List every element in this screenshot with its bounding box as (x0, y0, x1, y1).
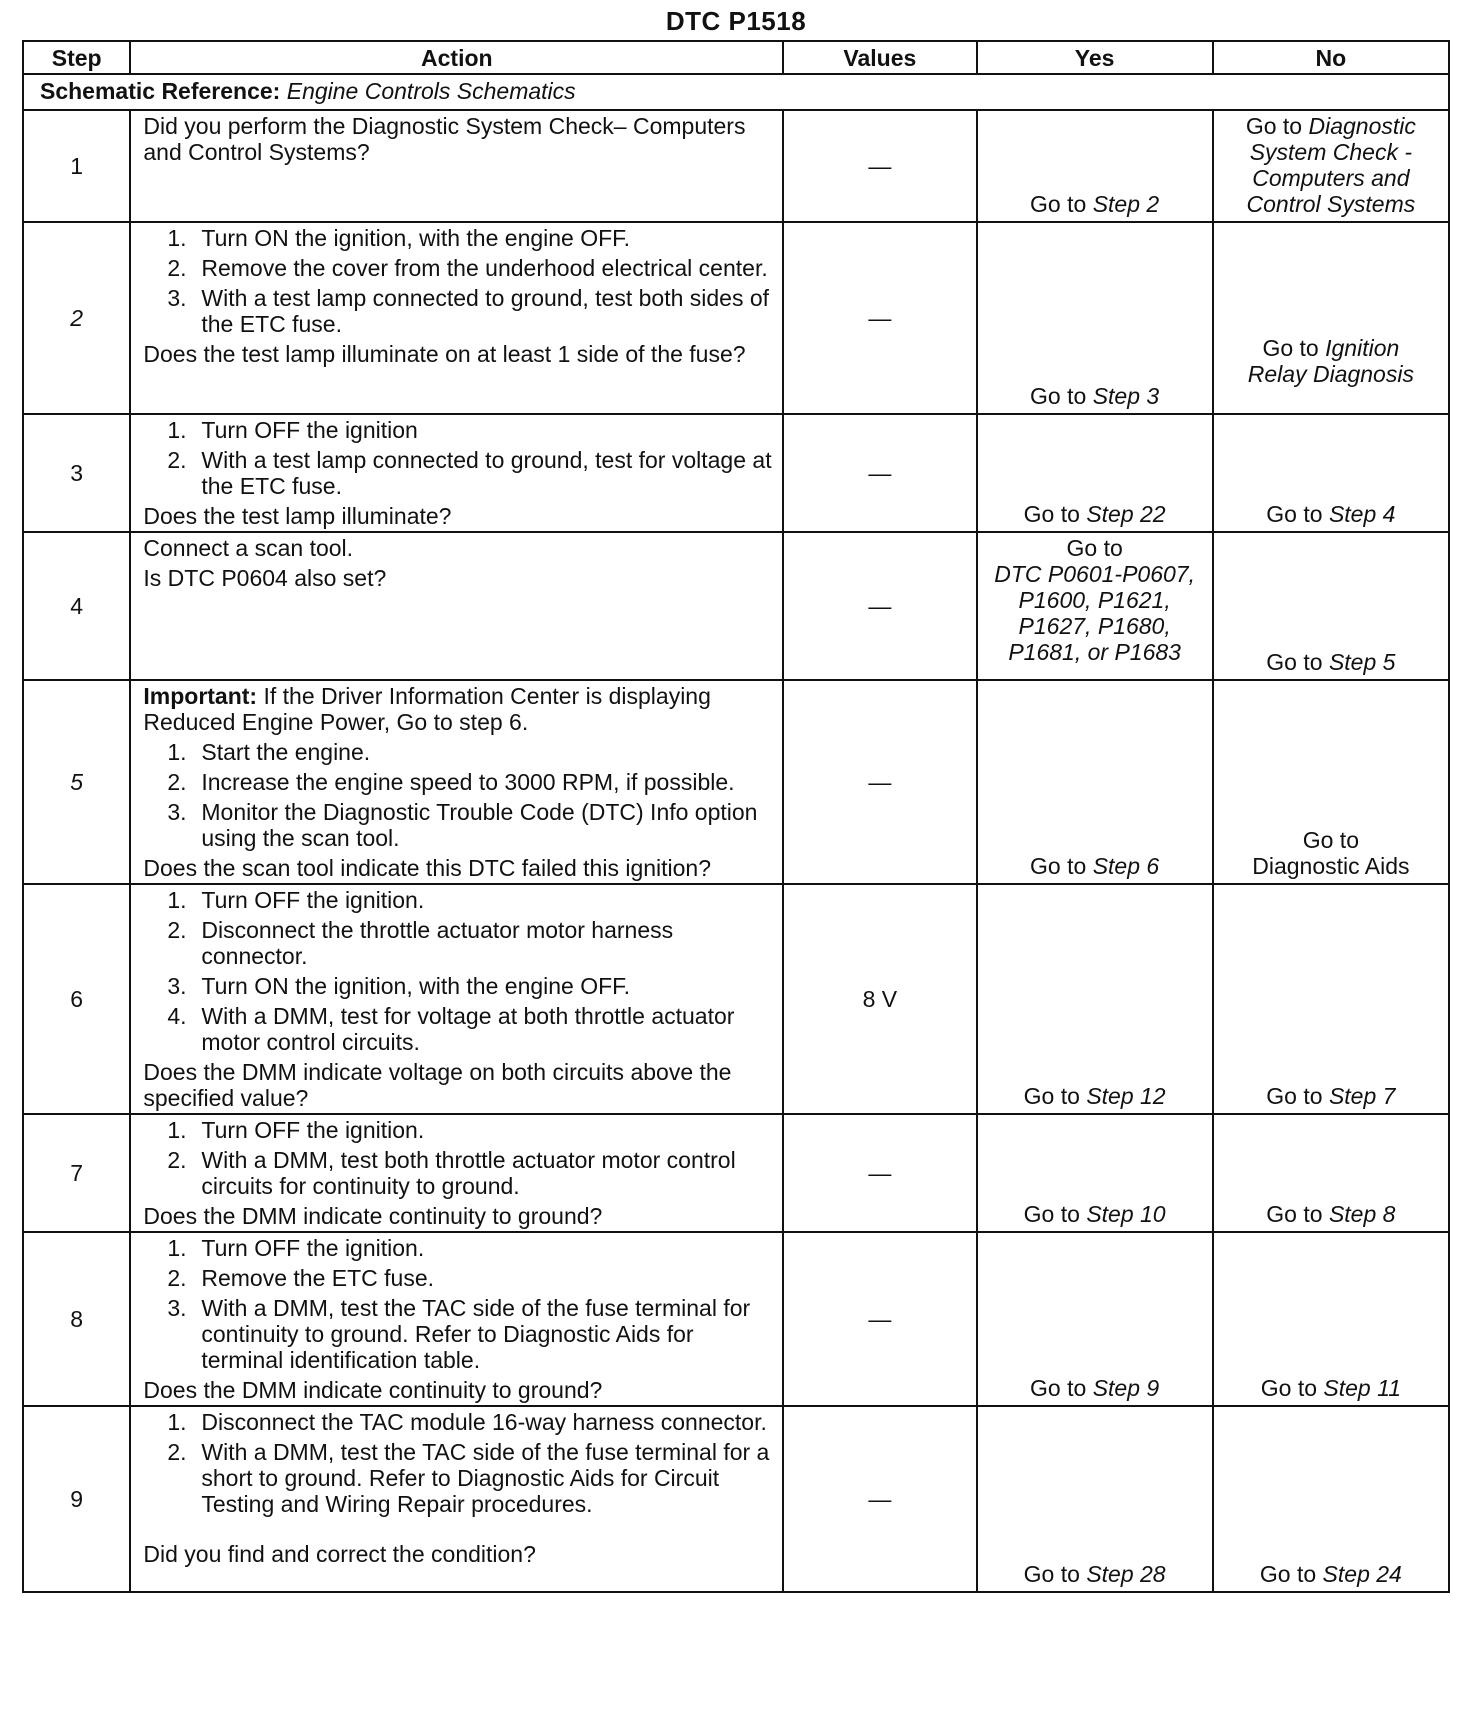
list-item: 2. With a DMM, test both throttle actuator motor control circuits for continuity to ground. (167, 1147, 736, 1199)
list-item: 1. Turn OFF the ignition (167, 417, 418, 443)
go-to-text: Go to (1030, 383, 1087, 409)
list-item: 1. Turn OFF the ignition. (167, 1235, 425, 1261)
action-cell (130, 680, 783, 884)
step-number: 1 (23, 110, 130, 222)
go-to-text: Go to (1030, 853, 1087, 879)
action-cell (130, 1232, 783, 1406)
diagnostic-table (22, 40, 1450, 1593)
no-link[interactable]: Relay Diagnosis (1247, 361, 1414, 387)
yes-link[interactable]: P1681, or P1683 (1008, 639, 1181, 665)
no-cell (1213, 110, 1449, 222)
yes-cell (977, 1406, 1213, 1592)
table-row (23, 1114, 1449, 1232)
action-cell (130, 222, 783, 414)
action-question: Does the test lamp illuminate on at least 1 side of the fuse? (143, 341, 746, 367)
value-cell: 8 V (783, 884, 976, 1114)
yes-link[interactable]: Step 3 (1092, 383, 1160, 409)
list-item: 3. With a test lamp connected to ground, test both sides of the ETC fuse. (167, 285, 770, 337)
no-cell (1213, 1114, 1449, 1232)
list-item: 2. Remove the cover from the underhood electrical center. (167, 255, 768, 281)
no-cell (1213, 1232, 1449, 1406)
table-row (23, 884, 1449, 1114)
action-cell (130, 1114, 783, 1232)
go-to-text: Go to (1023, 1561, 1080, 1587)
list-item: 2. Increase the engine speed to 3000 RPM, if possible. (167, 769, 735, 795)
no-cell (1213, 414, 1449, 532)
list-item: 1. Disconnect the TAC module 16-way harness connector. (167, 1409, 767, 1435)
yes-cell (977, 110, 1213, 222)
step-number: 9 (23, 1406, 130, 1592)
action-question: Does the test lamp illuminate? (143, 503, 452, 529)
action-question: Did you find and correct the condition? (143, 1541, 536, 1567)
yes-cell (977, 1114, 1213, 1232)
important-text: If the Driver Information Center is displaying Reduced Engine Power, Go to step 6. (143, 683, 711, 735)
no-link[interactable]: Control Systems (1246, 191, 1416, 217)
go-to-text: Go to (1030, 1375, 1087, 1401)
no-link[interactable]: Step 8 (1328, 1201, 1396, 1227)
yes-cell (977, 1232, 1213, 1406)
action-list (143, 1235, 772, 1373)
action-question: Does the DMM indicate voltage on both circuits above the specified value? (143, 1059, 732, 1111)
action-list (143, 739, 772, 851)
yes-link[interactable]: Step 2 (1092, 191, 1160, 217)
go-to-text: Go to (1259, 1561, 1317, 1587)
action-question: Does the DMM indicate continuity to ground? (143, 1377, 603, 1403)
header-row (23, 41, 1449, 74)
yes-link[interactable]: Step 28 (1086, 1561, 1166, 1587)
table-row (23, 414, 1449, 532)
no-cell (1213, 884, 1449, 1114)
step-number: 4 (23, 532, 130, 680)
action-list (143, 1409, 772, 1517)
list-item: 1. Start the engine. (167, 739, 371, 765)
list-item: 4. With a DMM, test for voltage at both throttle actuator motor control circuits. (167, 1003, 735, 1055)
go-to-text: Go to (1023, 501, 1080, 527)
go-to-text: Go to (1245, 113, 1303, 139)
list-item: 2. Disconnect the throttle actuator motor harness connector. (167, 917, 674, 969)
no-cell (1213, 532, 1449, 680)
action-question: Did you perform the Diagnostic System Check– Computers and Control Systems? (143, 113, 746, 165)
yes-cell (977, 532, 1213, 680)
list-item: 3. Turn ON the ignition, with the engine OFF. (167, 973, 631, 999)
schematic-reference (23, 74, 1449, 110)
yes-link[interactable]: Step 12 (1086, 1083, 1166, 1109)
header-yes: Yes (977, 41, 1213, 74)
value-cell: — (783, 414, 976, 532)
yes-cell (977, 222, 1213, 414)
action-cell (130, 884, 783, 1114)
value-cell: — (783, 1232, 976, 1406)
header-step: Step (23, 41, 130, 74)
action-cell (130, 1406, 783, 1592)
no-link[interactable]: Step 4 (1328, 501, 1396, 527)
no-cell (1213, 1406, 1449, 1592)
yes-link[interactable]: P1600, P1621, (1018, 587, 1171, 613)
yes-link[interactable]: DTC P0601-P0607, (994, 561, 1195, 587)
go-to-text: Go to (1302, 827, 1359, 853)
list-item: 1. Turn ON the ignition, with the engine OFF. (167, 225, 631, 251)
important-label: Important: (143, 683, 258, 709)
no-cell (1213, 222, 1449, 414)
go-to-text: Go to (1066, 535, 1123, 561)
go-to-text: Go to (1023, 1083, 1080, 1109)
yes-link[interactable]: Step 6 (1092, 853, 1160, 879)
step-number: 2 (23, 222, 130, 414)
value-cell: — (783, 680, 976, 884)
go-to-text: Go to (1266, 1083, 1323, 1109)
action-cell (130, 110, 783, 222)
table-row (23, 1232, 1449, 1406)
action-question: Does the DMM indicate continuity to ground? (143, 1203, 603, 1229)
list-item: 3. Monitor the Diagnostic Trouble Code (DTC) Info option using the scan tool. (167, 799, 758, 851)
value-cell: — (783, 1114, 976, 1232)
value-cell: — (783, 1406, 976, 1592)
no-cell (1213, 680, 1449, 884)
schematic-label: Schematic Reference: (40, 78, 281, 104)
yes-cell (977, 414, 1213, 532)
go-to-text: Go to (1023, 1201, 1080, 1227)
table-row (23, 680, 1449, 884)
no-link[interactable]: Step 24 (1322, 1561, 1402, 1587)
step-number: 3 (23, 414, 130, 532)
action-question: Is DTC P0604 also set? (143, 565, 387, 591)
no-link[interactable]: Step 7 (1328, 1083, 1396, 1109)
header-action: Action (130, 41, 783, 74)
yes-cell (977, 680, 1213, 884)
action-text: Connect a scan tool. (143, 535, 354, 561)
no-link[interactable]: Diagnostic Aids (1252, 853, 1410, 879)
header-values: Values (783, 41, 976, 74)
step-number: 7 (23, 1114, 130, 1232)
value-cell: — (783, 222, 976, 414)
yes-link[interactable]: Step 9 (1092, 1375, 1160, 1401)
go-to-text: Go to (1260, 1375, 1318, 1401)
list-item: 2. With a DMM, test the TAC side of the fuse terminal for a short to ground. Refer to Diagnostic Aids for Circuit Testing and Wiring Repair procedures. (167, 1439, 770, 1517)
no-link[interactable]: Diagnostic (1308, 113, 1416, 139)
go-to-text: Go to (1266, 649, 1323, 675)
yes-link[interactable]: P1627, P1680, (1018, 613, 1171, 639)
go-to-text: Go to (1030, 191, 1087, 217)
yes-link[interactable]: Step 10 (1086, 1201, 1166, 1227)
schematic-row (23, 74, 1449, 110)
no-link[interactable]: Step 5 (1328, 649, 1396, 675)
go-to-text: Go to (1266, 501, 1323, 527)
list-item: 2. With a test lamp connected to ground, test for voltage at the ETC fuse. (167, 447, 772, 499)
action-list (143, 417, 772, 499)
no-link[interactable]: Ignition (1325, 335, 1400, 361)
no-link[interactable]: Step 11 (1323, 1375, 1401, 1401)
no-link[interactable]: System Check - (1249, 139, 1413, 165)
action-list (143, 225, 772, 337)
action-cell (130, 414, 783, 532)
value-cell: — (783, 110, 976, 222)
table-row (23, 1406, 1449, 1592)
table-row (23, 222, 1449, 414)
action-cell (130, 532, 783, 680)
table-row (23, 110, 1449, 222)
value-cell: — (783, 532, 976, 680)
step-number: 5 (23, 680, 130, 884)
list-item: 1. Turn OFF the ignition. (167, 1117, 425, 1143)
list-item: 3. With a DMM, test the TAC side of the fuse terminal for continuity to ground. Refer to Diagnostic Aids for terminal identification table. (167, 1295, 751, 1373)
step-number: 8 (23, 1232, 130, 1406)
yes-link[interactable]: Step 22 (1086, 501, 1166, 527)
step-number: 6 (23, 884, 130, 1114)
table-row (23, 532, 1449, 680)
go-to-text: Go to (1266, 1201, 1323, 1227)
yes-cell (977, 884, 1213, 1114)
schematic-link[interactable]: Engine Controls Schematics (286, 78, 576, 104)
no-link[interactable]: Computers and (1252, 165, 1410, 191)
header-no: No (1213, 41, 1449, 74)
action-list (143, 887, 772, 1055)
important-note (143, 683, 772, 735)
action-question: Does the scan tool indicate this DTC failed this ignition? (143, 855, 712, 881)
go-to-text: Go to (1262, 335, 1319, 361)
action-list (143, 1117, 772, 1199)
page-title: DTC P1518 (665, 6, 807, 36)
list-item: 2. Remove the ETC fuse. (167, 1265, 435, 1291)
list-item: 1. Turn OFF the ignition. (167, 887, 425, 913)
